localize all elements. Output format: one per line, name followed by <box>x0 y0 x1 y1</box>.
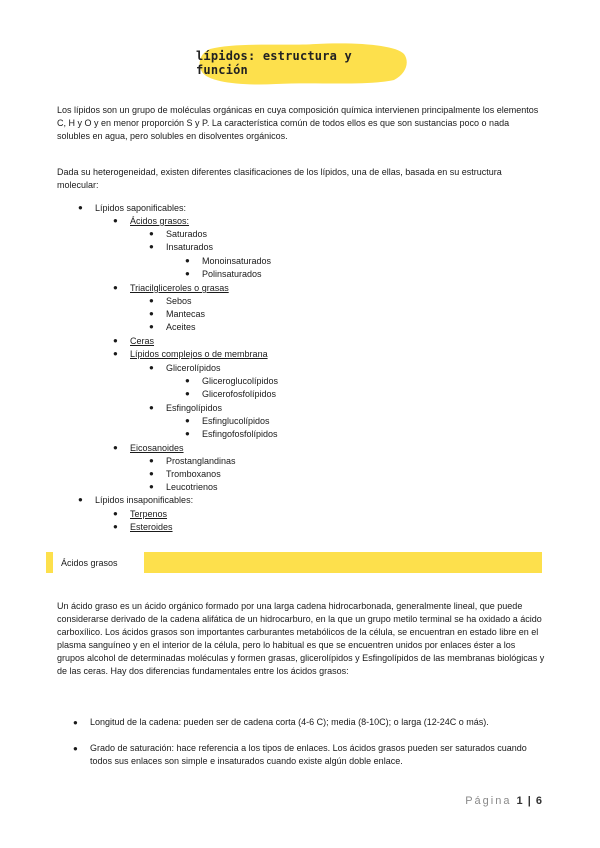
intro-paragraph-1: Los lípidos son un grupo de moléculas orgánicas en cuya composición química intervienen principalmente los elementos C, H y O y en menor proporción S y P. La característica común de todos ellos es que son sustancias poco o nada solubles en agua, pero solubles en disolventes orgánicos. <box>57 105 539 141</box>
list-item: ● Grado de saturación: hace referencia a los tipos de enlaces. Los ácidos grasos pueden ser saturados cuando todos sus enlaces son simple e insaturados cuando existe algún doble enlace. <box>73 743 527 766</box>
list-item: ● Monoinsaturados <box>185 256 272 266</box>
list-item: ● Lípidos saponificables: <box>78 203 187 213</box>
body-paragraph: Un ácido graso es un ácido orgánico formado por una larga cadena hidrocarbonada, generalmente lineal, que puede considerarse derivado de la cadena alifática de un hidrocarburo, en la que un grupo metilo terminal se ha oxidado a ácido carboxílico. Los ácidos grasos son importantes carburantes metabólicos de la célula, se encuentran en estado libre en el plasma sanguíneo y en el interior de la célula, pero lo habitual es que se encuentren unidos por enlaces éster a los grupos alcohol de determinadas moléculas y formen grasas, glicerolípidos y Esfingolípidos de las membranas biológicas y de las ceras. Hay dos diferencias fundamentales entre los ácidos grasos: <box>57 601 545 676</box>
page-label: Página <box>465 795 512 807</box>
list-item: ● Lípidos insaponificables: <box>78 495 194 505</box>
list-item: ● Prostanglandinas <box>149 456 236 466</box>
list-item: ● Lípidos complejos o de membrana <box>113 349 268 359</box>
list-item: ● Terpenos <box>113 509 168 519</box>
page-title: lípidos: estructura y función <box>196 49 352 77</box>
list-item: ● Insaturados <box>149 242 214 252</box>
list-item: ● Leucotrienos <box>149 482 218 492</box>
list-item: ● Glicerolípidos <box>149 363 221 373</box>
list-item: ● Longitud de la cadena: pueden ser de cadena corta (4-6 C); media (8-10C); o larga (12-24C o más). <box>73 717 489 727</box>
list-item: ● Polinsaturados <box>185 269 262 279</box>
list-item: ● Esfingolípidos <box>149 403 223 413</box>
intro-paragraph-2: Dada su heterogeneidad, existen diferentes clasificaciones de los lípidos, una de ellas, basada en su estructura molecular: <box>57 167 502 190</box>
list-item: ● Sebos <box>149 296 192 306</box>
list-item: ● Eicosanoides <box>113 443 184 453</box>
list-item: ● Glicerofosfolípidos <box>185 389 277 399</box>
title-banner <box>196 40 410 86</box>
list-item: ● Esfingofosfolípidos <box>185 429 278 439</box>
list-item: ● Triacilgliceroles o grasas <box>113 283 229 293</box>
list-item: ● Ceras <box>113 336 155 346</box>
section-heading: Ácidos grasos <box>49 552 144 573</box>
list-item: ● Gliceroglucolípidos <box>185 376 279 386</box>
list-item: ● Saturados <box>149 229 208 239</box>
page-separator: | <box>527 795 531 807</box>
page-number <box>465 795 542 807</box>
list-item: ● Tromboxanos <box>149 469 221 479</box>
list-item: ● Esfinglucolípidos <box>185 416 270 426</box>
page-current: 1 <box>516 795 523 807</box>
list-item: ● Mantecas <box>149 309 206 319</box>
list-item: ● Esteroides <box>113 522 173 532</box>
list-item: ● Ácidos grasos: <box>113 216 190 226</box>
list-item: ● Aceites <box>149 322 196 332</box>
page-total: 6 <box>535 795 542 807</box>
